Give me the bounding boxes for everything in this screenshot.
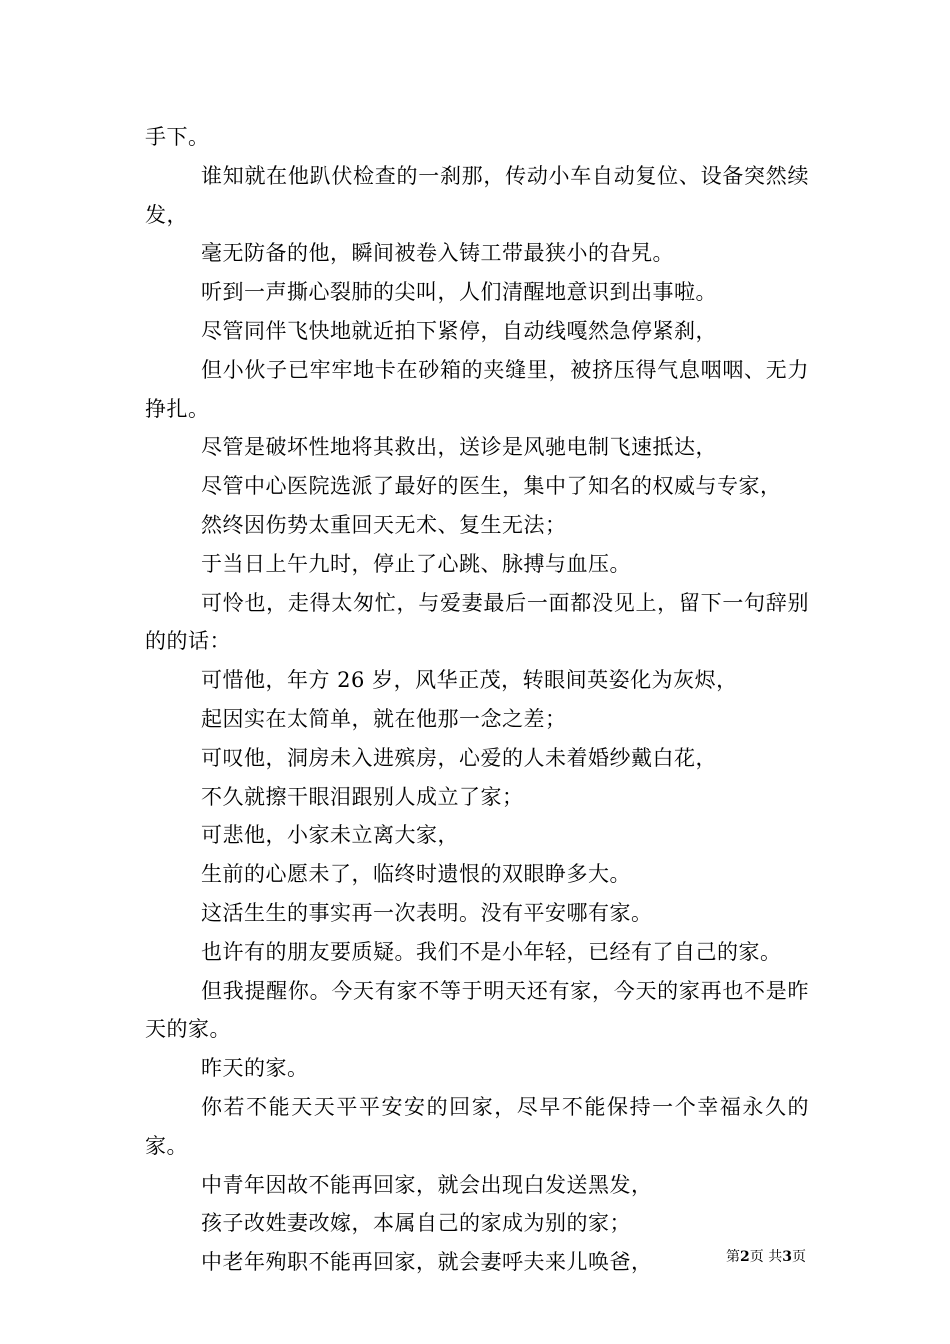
footer-prefix: 第	[726, 1249, 741, 1265]
paragraph: 尽管同伴飞快地就近拍下紧停，自动线嘎然急停紧刹，	[201, 318, 717, 343]
paragraph: 然终因伤势太重回天无术、复生无法；	[201, 512, 567, 537]
paragraph: 生前的心愿未了，临终时遗恨的双眼睁多大。	[201, 862, 631, 887]
paragraph: 毫无防备的他，瞬间被卷入铸工带最狭小的旮旯。	[201, 241, 674, 266]
paragraph: 你若不能天天平平安安的回家，尽早不能保持一个幸福永久的家。	[145, 1094, 809, 1158]
paragraph: 中青年因故不能再回家，就会出现白发送黑发，	[201, 1172, 653, 1197]
footer-middle: 页 共	[749, 1249, 783, 1265]
paragraph: 可怜也，走得太匆忙，与爱妻最后一面都没见上，留下一句辞别的的话：	[145, 590, 809, 654]
current-page-number: 2	[740, 1249, 750, 1265]
paragraph: 中老年殉职不能再回家，就会妻呼夫来儿唤爸，	[201, 1250, 653, 1275]
paragraph: 昨天的家。	[201, 1056, 309, 1081]
paragraph: 这活生生的事实再一次表明。没有平安哪有家。	[201, 900, 653, 925]
paragraph: 手下。	[145, 125, 210, 149]
total-page-count: 3	[782, 1249, 792, 1265]
paragraph: 但小伙子已牢牢地卡在砂箱的夹缝里，被挤压得气息咽咽、无力挣扎。	[145, 357, 809, 421]
paragraph: 尽管是破坏性地将其救出，送诊是风驰电制飞速抵达，	[201, 435, 717, 460]
paragraph: 但我提醒你。今天有家不等于明天还有家，今天的家再也不是昨天的家。	[145, 978, 809, 1042]
paragraph: 听到一声撕心裂肺的尖叫，人们清醒地意识到出事啦。	[201, 280, 717, 305]
paragraph: 谁知就在他趴伏检查的一刹那，传动小车自动复位、设备突然续发，	[145, 163, 809, 227]
page-number-footer	[726, 1248, 806, 1266]
paragraph: 也许有的朋友要质疑。我们不是小年轻，已经有了自己的家。	[201, 939, 782, 964]
document-body	[145, 118, 809, 1282]
footer-suffix: 页	[792, 1249, 806, 1265]
paragraph: 可惜他，年方 26 岁，风华正茂，转眼间英姿化为灰烬，	[201, 668, 738, 693]
paragraph: 可叹他，洞房未入进殡房，心爱的人未着婚纱戴白花，	[201, 745, 717, 770]
paragraph: 可悲他，小家未立离大家，	[201, 823, 459, 848]
paragraph: 尽管中心医院选派了最好的医生，集中了知名的权威与专家，	[201, 474, 782, 499]
paragraph: 孩子改姓妻改嫁，本属自己的家成为别的家；	[201, 1211, 631, 1236]
paragraph: 于当日上午九时，停止了心跳、脉搏与血压。	[201, 551, 631, 576]
paragraph: 起因实在太简单，就在他那一念之差；	[201, 706, 567, 731]
paragraph: 不久就擦干眼泪跟别人成立了家；	[201, 784, 524, 809]
